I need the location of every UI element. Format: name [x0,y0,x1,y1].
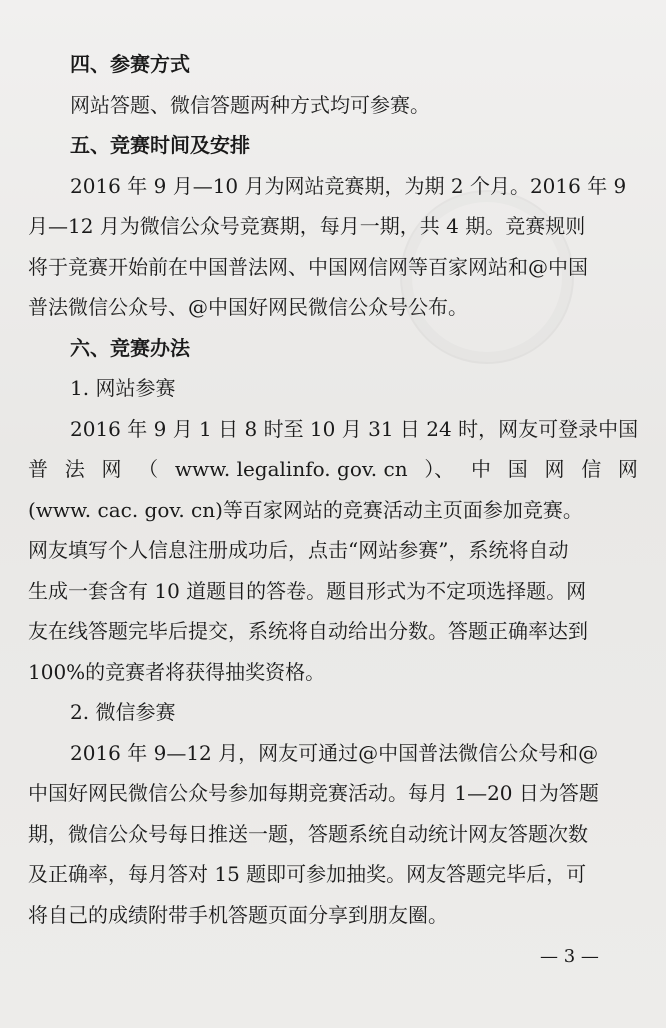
document-body [28,44,638,935]
subsection-1-line-6: 友在线答题完毕后提交，系统将自动给出分数。答题正确率达到 [28,619,588,643]
subsection-1-spread-line [28,449,638,490]
website-url: www. legalinfo. gov. cn [174,457,408,481]
section-4-heading: 四、参赛方式 [70,52,190,76]
subsection-1-line-3: (www. cac. gov. cn)等百家网站的竞赛活动主页面参加竞赛。 [28,497,583,522]
spread-char: ）、 [424,457,455,481]
spread-char: 普 [28,457,48,481]
section-4-text: 网站答题、微信答题两种方式均可参赛。 [70,92,430,117]
spread-char: （ [138,457,159,481]
spread-char: 网 [101,457,122,481]
section-5-line-3: 将于竞赛开始前在中国普法网、中国网信网等百家网站和@中国 [28,254,588,279]
spread-char: 法 [64,457,85,481]
subsection-2-title: 2. 微信参赛 [70,700,176,724]
section-5-heading: 五、竞赛时间及安排 [70,133,250,157]
subsection-1-title: 1. 网站参赛 [70,376,176,400]
spread-char: 中 [471,457,492,481]
page-number: — 3 — [540,946,599,967]
subsection-2-line-1: 2016 年 9—12 月，网友可通过@中国普法微信公众号和@ [70,740,599,765]
spread-char: 信 [581,457,602,481]
subsection-1-line-1: 2016 年 9 月 1 日 8 时至 10 月 31 日 24 时，网友可登录中国 [70,416,639,441]
spread-char: 网 [544,457,565,481]
section-5-line-1: 2016 年 9 月—10 月为网站竞赛期，为期 2 个月。2016 年 9 [70,173,627,198]
subsection-2-line-3: 期，微信公众号每日推送一题，答题系统自动统计网友答题次数 [28,821,588,846]
subsection-1-line-4: 网友填写个人信息注册成功后，点击“网站参赛”，系统将自动 [28,538,569,562]
subsection-2-line-2: 中国好网民微信公众号参加每期竞赛活动。每月 1—20 日为答题 [28,781,599,805]
section-6-heading: 六、竞赛办法 [70,335,190,360]
section-5-line-2: 月—12 月为微信公众号竞赛期，每月一期，共 4 期。竞赛规则 [28,214,586,238]
subsection-1-line-5: 生成一套含有 10 道题目的答卷。题目形式为不定项选择题。网 [28,578,587,603]
subsection-2-line-5: 将自己的成绩附带手机答题页面分享到朋友圈。 [28,902,448,927]
spread-char: 国 [507,457,528,481]
subsection-2-line-4: 及正确率，每月答对 15 题即可参加抽奖。网友答题完毕后，可 [28,862,587,886]
subsection-1-line-7: 100%的竞赛者将获得抽奖资格。 [28,659,326,684]
section-5-line-4: 普法微信公众号、@中国好网民微信公众号公布。 [28,295,468,319]
spread-char: 网 [617,457,638,481]
